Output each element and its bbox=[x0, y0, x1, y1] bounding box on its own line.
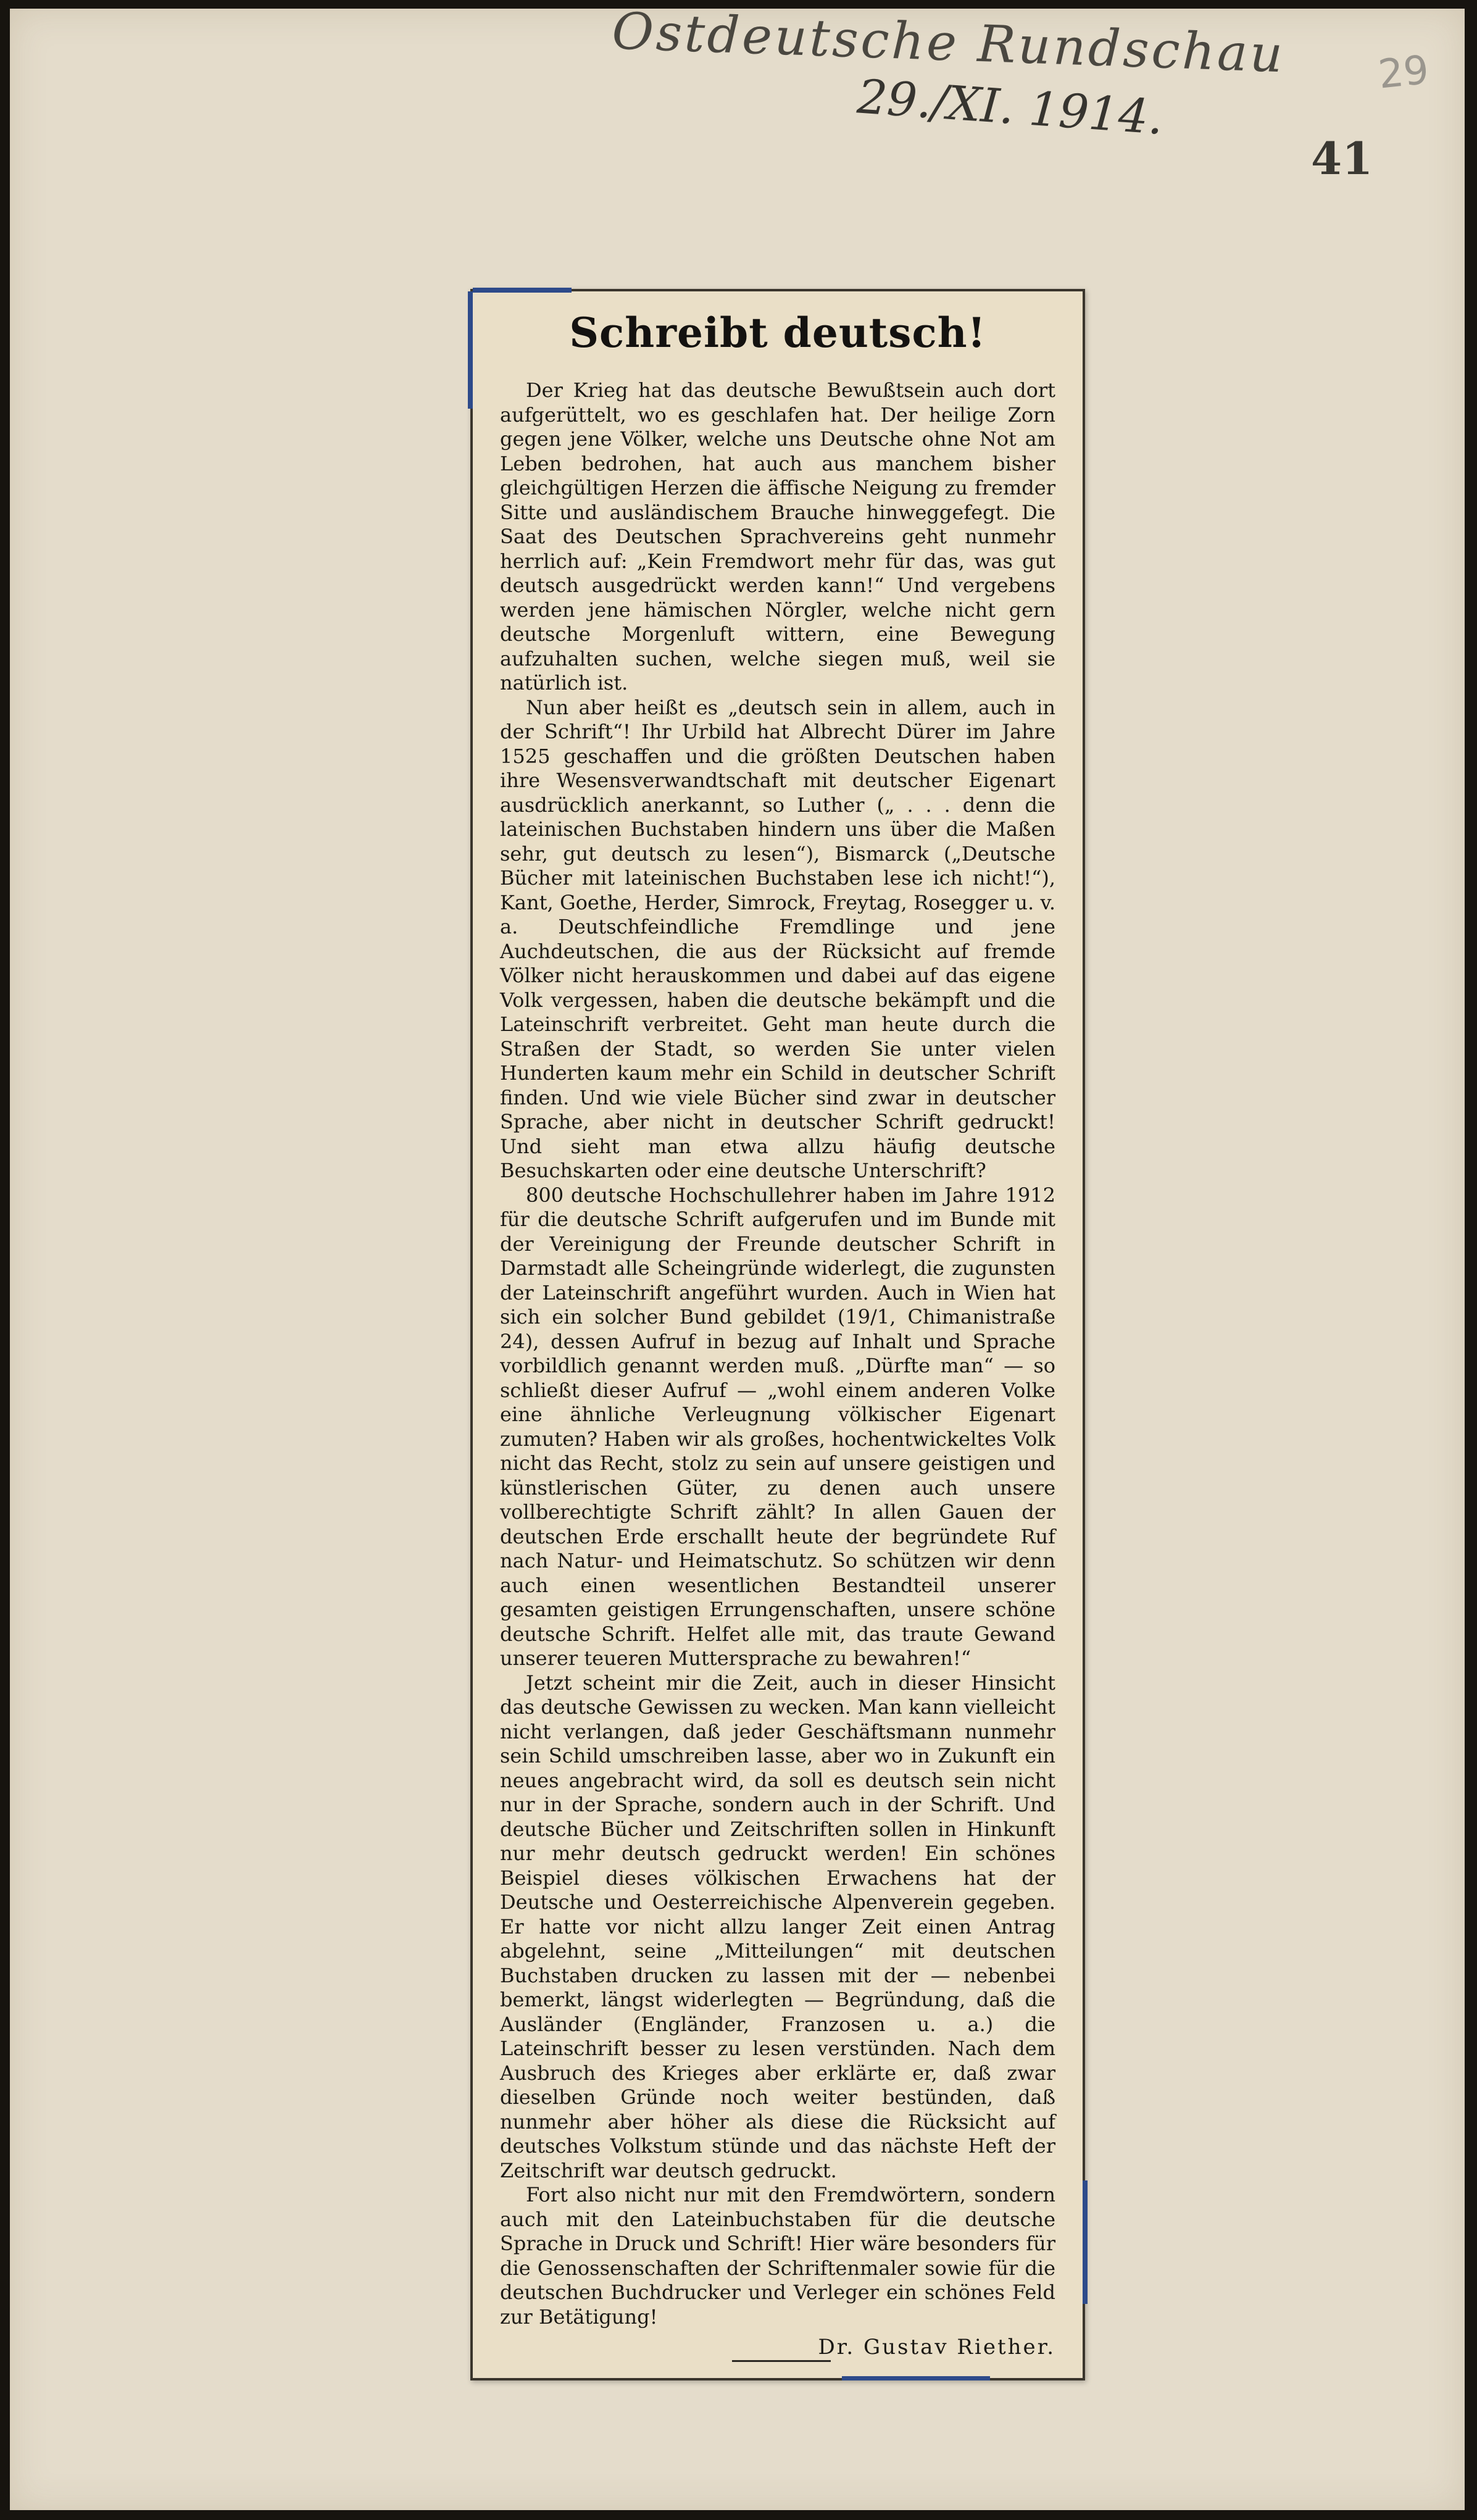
handwritten-date-note: 29./XI. 1914. bbox=[855, 69, 1165, 145]
closing-rule bbox=[732, 2360, 831, 2362]
blue-pencil-mark bbox=[468, 291, 473, 409]
article-paragraph: Jetzt scheint mir die Zeit, auch in dieser Hinsicht das deutsche Gewissen zu wecken. Man kann vielleicht nicht verlangen, daß jeder Geschäftsmann nunmehr sein Schild umschreiben lasse, aber wo in Zukunft ein neues angebracht wird, da soll es deutsch sein nicht nur in der Sprache, sondern auch in der Schrift. Und deutsche Bücher und Zeitschriften sollen in Hinkunft nur mehr deutsch gedruckt werden! Ein schönes Beispiel dieses völkischen Erwachens hat der Deutsche und Oesterreichische Alpenverein gegeben. Er hatte vor nicht allzu langer Zeit einen Antrag abgelehnt, seine „Mitteilungen“ mit deutschen Buchstaben drucken zu lassen mit der — nebenbei bemerkt, längst widerlegten — Begründung, daß die Ausländer (Engländer, Franzosen u. a.) die Lateinschrift besser zu lesen verstünden. Nach dem Ausbruch des Krieges aber erklärte er, daß zwar dieselben Gründe noch weiter bestünden, daß nunmehr aber höher als diese die Rücksicht auf deutsches Volkstum stünde und das nächste Heft der Zeitschrift war deutsch gedruckt. bbox=[500, 1671, 1055, 2182]
pencil-folio-number: 29 bbox=[1376, 47, 1431, 98]
article-paragraph: Nun aber heißt es „deutsch sein in allem, auch in der Schrift“! Ihr Urbild hat Albrecht Dürer im Jahre 1525 geschaffen und die größten Deutschen haben ihre Wesensverwandtschaft mit deutscher Eigenart ausdrücklich anerkannt, so Luther („ . . . denn die lateinischen Buchstaben hindern uns über die Maßen sehr, gut deutsch zu lesen“), Bismarck („Deutsche Bücher mit lateinischen Buchstaben lese ich nicht!“), Kant, Goethe, Herder, Simrock, Freytag, Rosegger u. v. a. Deutschfeindliche Fremdlinge und jene Auchdeutschen, die aus der Rücksicht auf fremde Völker nicht herauskommen und dabei auf das eigene Volk vergessen, haben die deutsche bekämpft und die Lateinschrift verbreitet. Geht man heute durch die Straßen der Stadt, so werden Sie unter vielen Hunderten kaum mehr ein Schild in deutscher Schrift finden. Und wie viele Bücher sind zwar in deutscher Sprache, aber nicht in deutscher Schrift gedruckt! Und sieht man etwa allzu häufig deutsche Besuchskarten oder eine deutsche Unterschrift? bbox=[500, 695, 1055, 1183]
blue-pencil-mark bbox=[1083, 2180, 1088, 2304]
article-paragraph: 800 deutsche Hochschullehrer haben im Jahre 1912 für die deutsche Schrift aufgerufen und im Bunde mit der Vereinigung der Freunde deutscher Schrift in Darmstadt alle Scheingründe widerlegt, die zugunsten der Lateinschrift angeführt wurden. Auch in Wien hat sich ein solcher Bund gebildet (19/1, Chimanistraße 24), dessen Aufruf in bezug auf Inhalt und Sprache vorbildlich genannt werden muß. „Dürfte man“ — so schließt dieser Aufruf — „wohl einem anderen Volke eine ähnliche Verleugnung völkischer Eigenart zumuten? Haben wir als großes, hochentwickeltes Volk nicht das Recht, stolz zu sein auf unsere geistigen und künstlerischen Güter, zu denen auch unsere vollberechtigte Schrift zählt? In allen Gauen der deutschen Erde erschallt heute der begründete Ruf nach Natur- und Heimatschutz. So schützen wir denn auch einen wesentlichen Bestandteil unserer gesamten geistigen Errungenschaften, unsere schöne deutsche Schrift. Helfet alle mit, das traute Gewand unserer teueren Muttersprache zu bewahren!“ bbox=[500, 1183, 1055, 1671]
stamped-page-number: 41 bbox=[1311, 132, 1373, 185]
article-paragraph: Der Krieg hat das deutsche Bewußtsein auch dort aufgerüttelt, wo es geschlafen hat. Der heilige Zorn gegen jene Völker, welche uns Deutsche ohne Not am Leben bedrohen, hat auch aus manchem bisher gleichgültigen Herzen die äffische Neigung zu fremder Sitte und ausländischem Brauche hinweggefegt. Die Saat des Deutschen Sprachvereins geht nunmehr herrlich auf: „Kein Fremdwort mehr für das, was gut deutsch ausgedrückt werden kann!“ Und vergebens werden jene hämischen Nörgler, welche nicht gern deutsche Morgenluft wittern, eine Bewegung aufzuhalten suchen, welche siegen muß, weil sie natürlich ist. bbox=[500, 378, 1055, 695]
article-paragraph: Fort also nicht nur mit den Fremdwörtern, sondern auch mit den Lateinbuchstaben für die deutsche Sprache in Druck und Schrift! Hier wäre besonders für die Genossenschaften der Schriftenmaler sowie für die deutschen Buchdrucker und Verleger ein schönes Feld zur Betätigung! bbox=[500, 2183, 1055, 2329]
blue-pencil-mark bbox=[842, 2376, 990, 2380]
handwritten-source-note: Ostdeutsche Rundschau bbox=[611, 2, 1286, 85]
blue-pencil-mark bbox=[473, 288, 572, 293]
article-headline: Schreibt deutsch! bbox=[569, 309, 986, 357]
newspaper-clipping bbox=[470, 289, 1085, 2380]
article-author: Dr. Gustav Riether. bbox=[818, 2335, 1055, 2360]
